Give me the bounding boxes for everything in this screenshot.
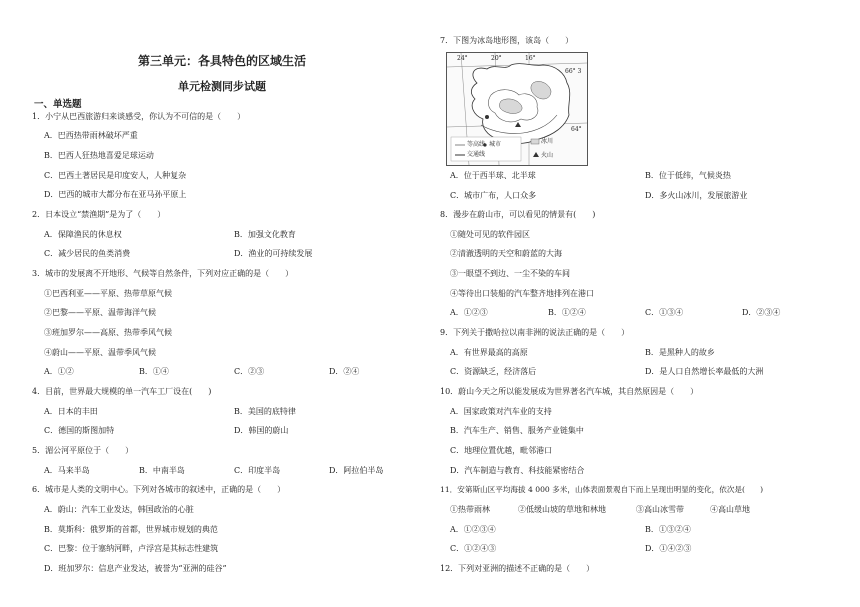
option-11c: C．①②④③ (450, 544, 497, 553)
statement-11-4: ④高山草地 (710, 505, 750, 514)
option-7a: A．位于西半球、北半球 (450, 171, 536, 180)
map-lat-label-1: 66° 3 (565, 68, 582, 75)
option-2a: A．保障渔民的休息权 (44, 230, 122, 239)
option-8d: D．②③④ (742, 308, 781, 317)
map-lat-label-2: 64° (571, 126, 582, 133)
option-6d: D．班加罗尔：信息产业发达，被誉为“亚洲的硅谷” (44, 564, 227, 573)
statement-3-1: ①巴西利亚——平原、热带草原气候 (44, 289, 172, 298)
option-11b: B．①③②④ (645, 525, 691, 534)
option-5b: B．中南半岛 (139, 466, 185, 475)
statement-3-3: ③班加罗尔——高原、热带季风气候 (44, 328, 172, 337)
option-3b: B．①④ (139, 367, 169, 376)
option-11a: A．①②③④ (450, 525, 496, 534)
option-10d: D．汽车制造与教育、科技能紧密结合 (450, 466, 585, 475)
option-1d: D．巴西的城市大都分布在亚马孙平原上 (44, 190, 187, 199)
map-lon-label-3: 16° (525, 55, 536, 62)
question-12: 12．下列对亚洲的描述不正确的是（ ） (440, 564, 595, 573)
option-6b: B．莫斯科：俄罗斯的首都，世界城市规划的典范 (44, 525, 218, 534)
statement-8-2: ②清澈透明的天空和蔚蓝的大海 (450, 249, 562, 258)
option-10b: B．汽车生产、销售、服务产业链集中 (450, 426, 584, 435)
option-10a: A．国家政策对汽车业的支持 (450, 407, 552, 416)
option-8a: A．①②③ (450, 308, 488, 317)
legend-traffic: 交通线 (467, 151, 486, 158)
statement-11-2: ②低缓山坡的草地和林地 (518, 505, 606, 514)
option-1a: A．巴西热带雨林破坏严重 (44, 131, 138, 140)
statement-3-4: ④蔚山——平原、温带季风气候 (44, 348, 156, 357)
option-4b: B．美国的底特律 (234, 407, 296, 416)
statement-8-1: ①随处可见的软件园区 (450, 230, 530, 239)
question-6: 6．城市是人类的文明中心。下列对各城市的叙述中，正确的是（ ） (32, 485, 286, 494)
legend-volcano: 火山 (541, 152, 554, 159)
option-2b: B．加强文化教育 (234, 230, 296, 239)
question-1: 1．小宁从巴西旅游归来谈感受，你认为不可信的是（ ） (32, 112, 246, 121)
option-4c: C．德国的斯图加特 (44, 426, 115, 435)
option-4a: A．日本的丰田 (44, 407, 98, 416)
option-3c: C．②③ (234, 367, 265, 376)
question-8: 8．漫步在蔚山市，可以看见的情景有( ) (440, 210, 596, 219)
option-9c: C．资源缺乏，经济落后 (450, 367, 537, 376)
question-4: 4．目前，世界最大规模的单一汽车工厂设在( ) (32, 387, 212, 396)
option-1c: C．巴西土著居民是印度安人，人种复杂 (44, 171, 187, 180)
option-10c: C．地理位置优越，毗邻港口 (450, 446, 553, 455)
option-4d: D．韩国的蔚山 (234, 426, 289, 435)
option-5a: A．马来半岛 (44, 466, 90, 475)
option-7d: D．多火山冰川，发展旅游业 (645, 191, 748, 200)
question-3: 3．城市的发展离不开地形、气候等自然条件，下列对应正确的是（ ） (32, 269, 294, 278)
option-9a: A．有世界最高的高原 (450, 348, 528, 357)
option-7c: C．城市广布，人口众多 (450, 191, 537, 200)
option-8c: C．①③④ (645, 308, 684, 317)
legend-contour: 等高线 (467, 141, 486, 148)
iceland-map (446, 52, 588, 166)
legend-city: 城市 (489, 141, 502, 148)
option-6a: A．蔚山：汽车工业发达，韩国政治的心脏 (44, 505, 194, 514)
map-lon-label-2: 20° (491, 55, 502, 62)
option-1b: B．巴西人狂热地喜爱足球运动 (44, 151, 154, 160)
question-2: 2．日本设立“禁渔期”是为了（ ） (32, 210, 166, 219)
statement-8-4: ④等待出口装船的汽车整齐地排列在港口 (450, 289, 594, 298)
map-lon-label-1: 24° (457, 55, 468, 62)
option-6c: C．巴黎：位于塞纳河畔，卢浮宫是其标志性建筑 (44, 544, 219, 553)
option-5c: C．印度半岛 (234, 466, 281, 475)
option-9b: B．是黑种人的故乡 (645, 348, 715, 357)
option-2d: D．渔业的可持续发展 (234, 249, 313, 258)
page-subtitle: 单元检测同步试题 (178, 80, 266, 93)
question-5: 5．湄公河平原位于（ ） (32, 446, 134, 455)
page-title: 第三单元：各具特色的区域生活 (137, 54, 306, 68)
question-7: 7．下图为冰岛地形图，该岛（ ） (440, 36, 574, 45)
statement-11-3: ③高山冰雪带 (636, 505, 684, 514)
option-5d: D．阿拉伯半岛 (329, 466, 384, 475)
option-9d: D．是人口自然增长率最低的大洲 (645, 367, 764, 376)
question-10: 10．蔚山今天之所以能发展成为世界著名汽车城，其自然原因是（ ） (440, 387, 699, 396)
option-3a: A．①② (44, 367, 74, 376)
option-11d: D．①④②③ (645, 544, 692, 553)
statement-8-3: ③一眼望不到边、一尘不染的车间 (450, 269, 570, 278)
option-8b: B．①②④ (548, 308, 586, 317)
question-9: 9．下列关于撒哈拉以南非洲的说法正确的是（ ） (440, 328, 630, 337)
legend-glacier: 冰川 (541, 138, 554, 145)
option-3d: D．②④ (329, 367, 360, 376)
question-11: 11．安第斯山区平均海拔 4 000 多米，山体表面景观自下而上呈现出明显的变化，依次是( ) (440, 485, 764, 494)
option-7b: B．位于低纬，气候炎热 (645, 171, 731, 180)
statement-11-1: ①热带雨林 (450, 505, 490, 514)
statement-3-2: ②巴黎——平原、温带海洋气候 (44, 308, 156, 317)
section-heading: 一、单选题 (34, 99, 82, 110)
option-2c: C．减少居民的鱼类消费 (44, 249, 131, 258)
